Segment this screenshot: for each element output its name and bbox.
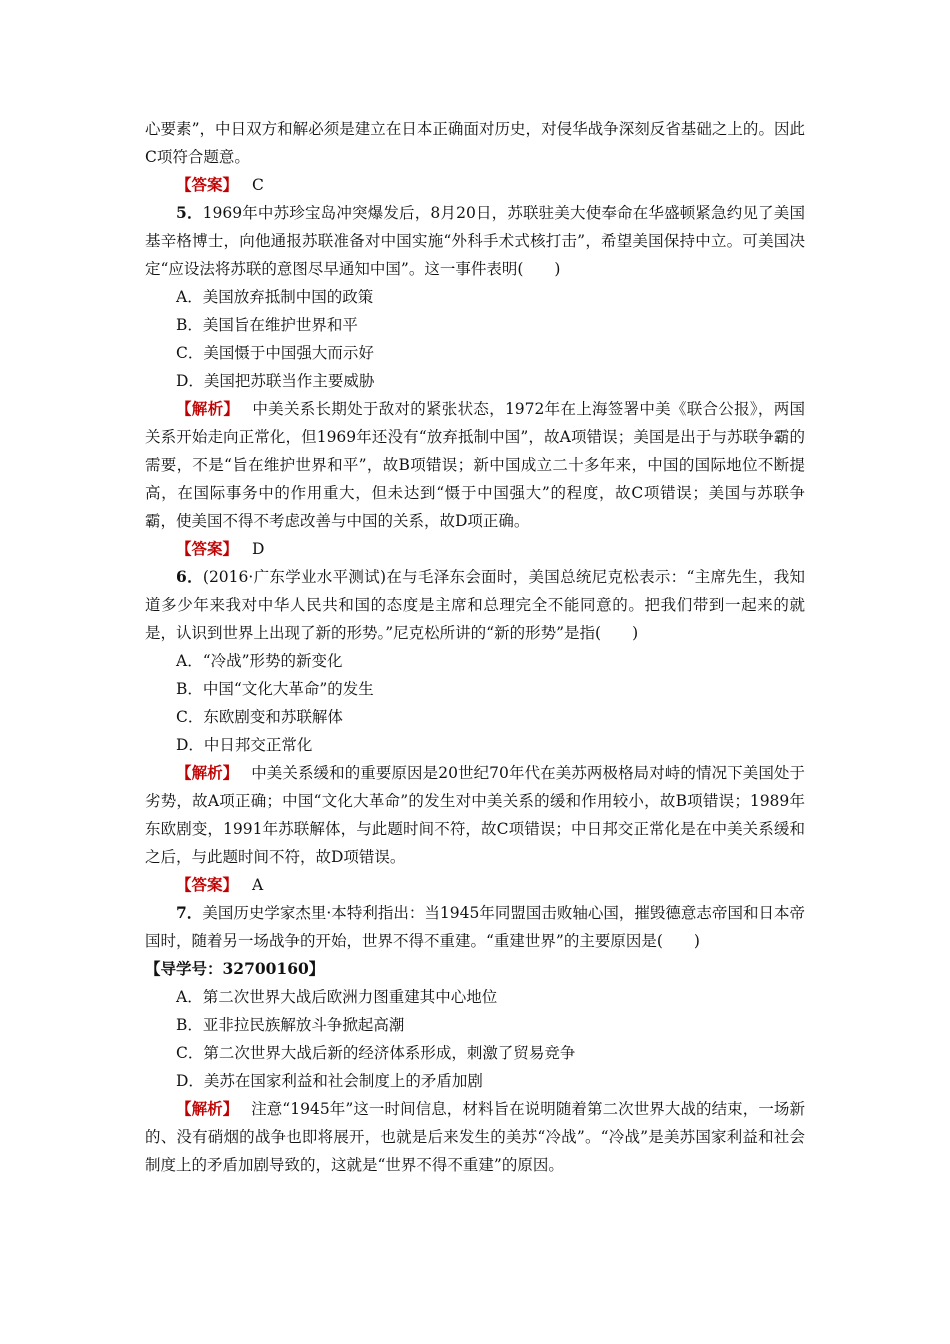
question-number: 6． xyxy=(176,567,203,586)
tag-spacer xyxy=(231,764,252,782)
answer-tag: 【答案】 xyxy=(176,175,239,194)
guide-number: 【导学号：32700160】 xyxy=(145,959,325,978)
answer-option: D．美苏在国家利益和社会制度上的矛盾加剧 xyxy=(176,1072,483,1090)
answer-tag: 【答案】 xyxy=(176,875,239,894)
answer-line xyxy=(145,535,805,563)
question-number: 7． xyxy=(176,903,203,922)
answer-line xyxy=(145,171,805,199)
analysis-paragraph xyxy=(145,759,805,871)
analysis-tag: 【解析】 xyxy=(176,399,232,418)
tag-spacer xyxy=(231,1100,252,1118)
paragraph-text: 心要素”，中日双方和解必须是建立在日本正确面对历史，对侵华战争深刻反省基础之上的。因此C项符合题意。 xyxy=(145,120,805,166)
document-page xyxy=(145,115,805,1179)
answer-option: D．中日邦交正常化 xyxy=(176,736,313,754)
tag-spacer xyxy=(231,400,252,418)
answer-value: D xyxy=(252,540,265,558)
question-text: 美国历史学家杰里·本特利指出：当1945年同盟国击败轴心国，摧毁德意志帝国和日本帝国时，随着另一场战争的开始，世界不得不重建。“重建世界”的主要原因是( ) xyxy=(145,904,805,950)
answer-option: C．第二次世界大战后新的经济体系形成，刺激了贸易竞争 xyxy=(176,1044,576,1062)
answer-option: C．东欧剧变和苏联解体 xyxy=(176,708,343,726)
answer-value: A xyxy=(252,876,264,894)
answer-value: C xyxy=(252,176,264,194)
analysis-text: 中美关系缓和的重要原因是20世纪70年代在美苏两极格局对峙的情况下美国处于劣势，故A项正确；中国“文化大革命”的发生对中美关系的缓和作用较小，故B项错误；1989年东欧剧变，1991年苏联解体，与此题时间不符，故C项错误；中日邦交正常化是在中美关系缓和之后，与此题时间不符，故D项错误。 xyxy=(145,764,805,866)
answer-option: A．第二次世界大战后欧洲力图重建其中心地位 xyxy=(176,988,498,1006)
answer-option: A．“冷战”形势的新变化 xyxy=(176,652,343,670)
question-stem xyxy=(145,563,805,647)
analysis-text: 注意“1945年”这一时间信息，材料旨在说明随着第二次世界大战的结束，一场新的、没有硝烟的战争也即将展开，也就是后来发生的美苏“冷战”。“冷战”是美苏国家利益和社会制度上的矛盾加剧导致的，这就是“世界不得不重建”的原因。 xyxy=(145,1100,805,1174)
answer-line xyxy=(145,871,805,899)
analysis-text: 中美关系长期处于敌对的紧张状态，1972年在上海签署中美《联合公报》，两国关系开始走向正常化，但1969年还没有“放弃抵制中国”，故A项错误；美国是出于与苏联争霸的需要，不是“旨在维护世界和平”，故B项错误；新中国成立二十多年来，中国的国际地位不断提高，在国际事务中的作用重大，但未达到“慑于中国强大”的程度，故C项错误；美国与苏联争霸，使美国不得不考虑改善与中国的关系，故D项正确。 xyxy=(145,400,805,530)
answer-option: B．美国旨在维护世界和平 xyxy=(176,316,358,334)
analysis-paragraph xyxy=(145,1095,805,1179)
question-number: 5． xyxy=(176,203,203,222)
question-stem xyxy=(145,199,805,283)
answer-option: B．亚非拉民族解放斗争掀起高潮 xyxy=(176,1016,405,1034)
analysis-tag: 【解析】 xyxy=(176,1099,231,1118)
answer-option: B．中国“文化大革命”的发生 xyxy=(176,680,374,698)
answer-option: A．美国放弃抵制中国的政策 xyxy=(176,288,374,306)
answer-option: C．美国慑于中国强大而示好 xyxy=(176,344,374,362)
question-stem xyxy=(145,899,805,955)
question-text: 1969年中苏珍宝岛冲突爆发后，8月20日，苏联驻美大使奉命在华盛顿紧急约见了美国基辛格博士，向他通报苏联准备对中国实施“外科手术式核打击”，希望美国保持中立。可美国决定“应设法将苏联的意图尽早通知中国”。这一事件表明( ) xyxy=(145,204,805,278)
analysis-tag: 【解析】 xyxy=(176,763,231,782)
answer-option: D．美国把苏联当作主要威胁 xyxy=(176,372,375,390)
answer-tag: 【答案】 xyxy=(176,539,239,558)
question-text: (2016·广东学业水平测试)在与毛泽东会面时，美国总统尼克松表示：“主席先生，我知道多少年来我对中华人民共和国的态度是主席和总理完全不能同意的。把我们带到一起来的就是，认识到世界上出现了新的形势。”尼克松所讲的“新的形势”是指( ) xyxy=(145,568,805,642)
analysis-paragraph xyxy=(145,395,805,535)
